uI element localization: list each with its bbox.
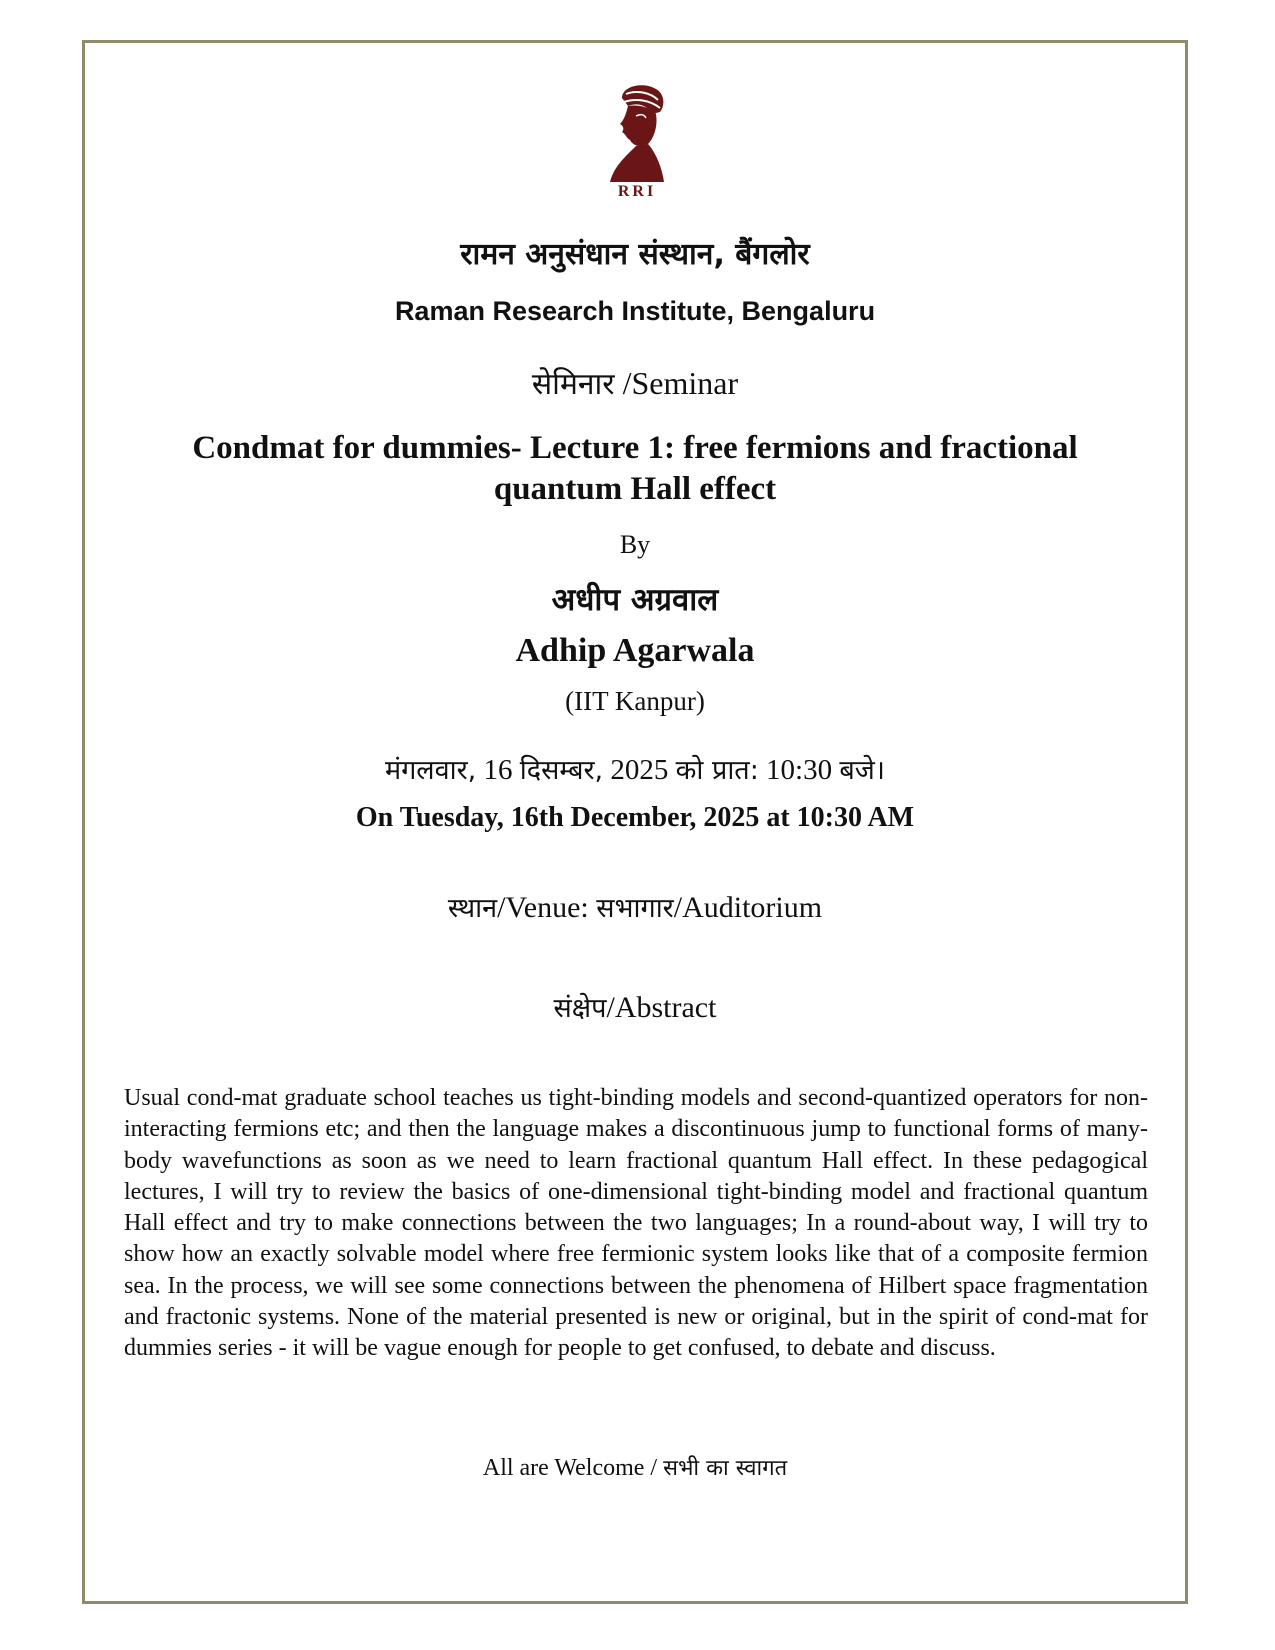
welcome-english: All are Welcome / [482,1455,664,1481]
date-english: On Tuesday, 16th December, 2025 at 10:30 AM [355,802,915,833]
talk-title-line-1: Condmat for dummies- Lecture 1: free fermions and fractional [192,430,1078,466]
venue-place-english: /Auditorium [673,891,823,924]
talk-title [82,428,1188,510]
by-label: By [619,530,651,559]
venue-label-english: /Venue: [497,891,597,924]
talk-title-line-2: quantum Hall effect [493,471,777,507]
seminar-hindi: सेमिनार [531,367,615,402]
date-hindi [82,750,1188,787]
welcome-note [82,1452,1188,1482]
welcome-hindi: सभी का स्वागत [663,1456,788,1481]
abstract-heading-english: /Abstract [606,991,717,1024]
date-hindi-month: दिसम्बर, [519,755,604,786]
seminar-heading [82,362,1188,403]
venue-place-hindi: सभागार [596,893,674,924]
date-hindi-day: मंगलवार, [384,755,477,786]
date-hindi-num: 16 [476,754,520,786]
date-hindi-baje: बजे। [839,755,886,786]
abstract-heading-hindi: संक्षेप [553,993,607,1024]
venue [82,888,1188,925]
abstract-heading [82,988,1188,1025]
date-hindi-time: 10:30 [758,754,840,786]
rri-logo-text: RRI [617,183,657,200]
rri-logo [592,80,682,200]
speaker-affiliation: (IIT Kanpur) [565,686,705,716]
institute-name-english: Raman Research Institute, Bengaluru [394,296,876,326]
date-hindi-year: 2025 [603,754,676,786]
seminar-english: /Seminar [622,365,739,401]
date-hindi-ko: को प्रात: [675,755,759,786]
speaker-name-hindi: अधीप अग्रवाल [551,582,719,618]
speaker-name-english: Adhip Agarwala [515,632,755,669]
venue-label-hindi: स्थान [447,893,498,924]
abstract-text: Usual cond-mat graduate school teaches us tight-binding models and second-quantized operators for non-interacting fermions etc; and then the language makes a discontinuous jump to functional forms of many-body wavefunctions as soon as we need to learn fractional quantum Hall effect. In these pedagogical lectures, I will try to review the basics of one-dimensional tight-binding model and fractional quantum Hall effect and try to make connections between the two languages; In a round-about way, I will try to show how an exactly solvable model where free fermionic system looks like that of a composite fermion sea. In the process, we will see some connections between the phenomena of Hilbert space fragmentation and fractonic systems. None of the material presented is new or original, but in the spirit of cond-mat for dummies series - it will be vague enough for people to get confused, to debate and discuss. [124,1085,1148,1362]
institute-name-hindi: रामन अनुसंधान संस्थान, बैंगलोर [460,237,810,272]
